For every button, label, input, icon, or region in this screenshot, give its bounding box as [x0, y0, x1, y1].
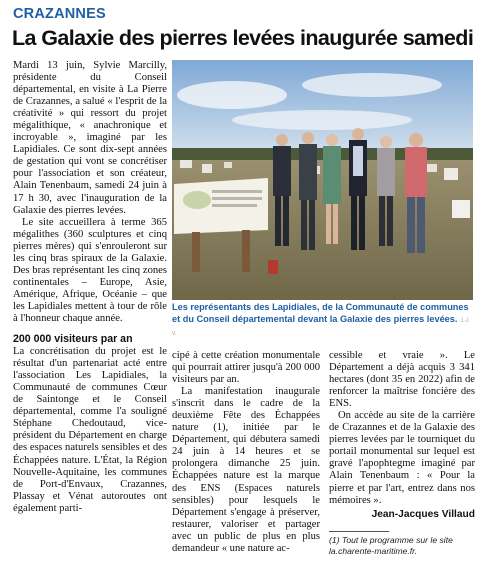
photo-caption — [172, 302, 473, 341]
article-headline: La Galaxie des pierres levées inaugurée samedi — [12, 26, 474, 50]
paragraph-partnership: La concrétisation du projet est le résultat d'un partenariat acté entre l'association Les Lapidiales, la Communauté de communes Cœur de Saintonge et le Conseil départemental, comme l'a souligné Stéphane Chedoutaud, vice-président du Département en charge des espaces naturels sensibles et des Échappées nature. L'État, la Région Nouvelle-Aquitaine, les communes de Port-d'Envaux, Crazannes, Plassay et Vénat autoroutes ont également parti- — [13, 346, 167, 514]
section-kicker: CRAZANNES — [13, 6, 106, 22]
article-column-2 — [172, 350, 320, 555]
article-column-1 — [13, 60, 167, 515]
footnote: (1) Tout le programme sur le site la.charente-maritime.fr. — [329, 535, 453, 556]
paragraph-visitors: cipé à cette création monumentale qui pourrait attirer jusqu'à 200 000 visiteurs par an. — [172, 350, 320, 386]
caption-text: Les représentants des Lapidiales, de la Communauté de communes et du Conseil départemental devant la Galaxie des pierres levées. — [172, 302, 469, 324]
footnote-rule — [329, 531, 389, 532]
article-photo — [172, 60, 473, 300]
subheading-visitors: 200 000 visiteurs par an — [13, 333, 133, 346]
paragraph-land: cessible et vraie ». Le Département a déjà acquis 3 341 hectares (dont 35 en 2022) afin de renforcer la maîtrise foncière des ENS. — [329, 350, 475, 410]
group-photo-illustration — [172, 60, 473, 300]
paragraph-event: La manifestation inaugurale s'inscrit dans le cadre de la deuxième Fête des Échappées nature (1), initiée par le Département, qui débutera samedi 24 juin à 14 heures et se prolongera dimanche 25 juin. Échappées nature est la marque des ENS (Espaces naturels sensibles) pour lesquels le Département s'engage à préserver, restaurer, valoriser et partager avec un public de plus en plus demandeur « une nature ac- — [172, 386, 320, 554]
author-signature: Jean-Jacques Villaud — [371, 508, 475, 520]
article-column-3 — [329, 350, 475, 521]
paragraph-access: On accède au site de la carrière de Crazannes et de la Galaxie des pierres levées par le tourniquet du portail monumental sur lequel est gravé l'apophtegme imaginé par Alain Tenenbaum : « Pour la pierre et par l'art, entrez dans nos mémoires ». — [329, 410, 475, 506]
photo-credit: J.-J. V. — [172, 317, 470, 337]
paragraph-site: Le site accueillera à terme 365 mégalithes (360 sculptures et cinq pierres mères) qui s'enrouleront sur les cinq bras spiraux de la Galaxie. Des bras représentant les cinq zones continentales – Europe, Asie, Amérique, Afrique, Océanie – que les Lapidiales mettent à tour de rôle à l'honneur chaque année. — [13, 216, 167, 324]
paragraph-intro: Mardi 13 juin, Sylvie Marcilly, présidente du Conseil départemental, en visite à La Pierre de Crazannes, a salué « l'esprit de la créativité » qui ressort du projet mégalithique, « anachronique et incroyable », imaginé par les Lapidiales. Ce sont dix-sept années de gestation qui vont se concrétiser pour l'association et son créateur, Alain Tenenbaum, samedi 24 juin à 17 h 30, avec l'inauguration de la Galaxie des pierres levées. — [13, 60, 167, 216]
